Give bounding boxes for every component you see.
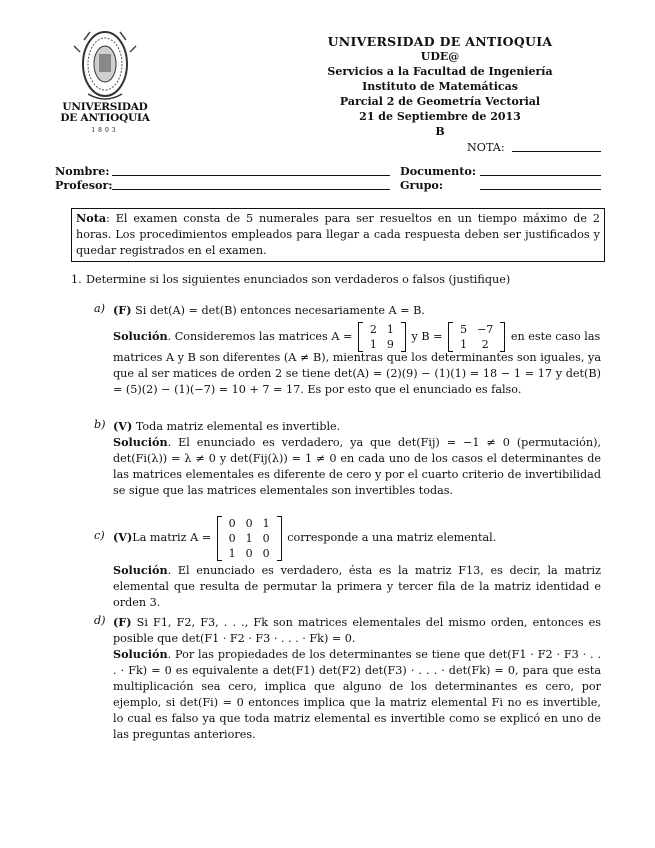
item-c-sol-label: Solución: [113, 563, 168, 577]
item-c-label: c): [94, 529, 105, 542]
item-d-solution: [113, 646, 601, 743]
item-d-sol-label: Solución: [113, 647, 168, 661]
header-date: 21 de Septiembre de 2013: [359, 110, 521, 123]
item-c-verdict: (V): [113, 530, 133, 544]
header-udea: UDE@: [420, 50, 460, 63]
logo-name2: DE ANTIOQUIA: [60, 112, 150, 124]
matrix-cell: 0: [245, 546, 253, 560]
item-a-sol-post: en este caso las: [510, 330, 601, 343]
documento-field[interactable]: [480, 175, 601, 176]
nota-label: NOTA:: [467, 141, 505, 154]
matrix-cell: 0: [245, 516, 253, 530]
matrix-a-cell: 1: [386, 323, 394, 336]
header-university: UNIVERSIDAD DE ANTIOQUIA: [327, 34, 553, 49]
documento-label: Documento:: [400, 164, 476, 178]
grupo-label: Grupo:: [400, 178, 443, 192]
item-c-pre: La matriz A =: [132, 531, 212, 544]
header-services: Servicios a la Facultad de Ingeniería: [327, 65, 553, 78]
header-institute: Instituto de Matemáticas: [362, 80, 518, 93]
matrix-cell: 1: [228, 546, 236, 560]
question-text: Determine si los siguientes enunciados son verdaderos o falsos (justifique): [86, 273, 511, 286]
item-b-text: Toda matriz elemental es invertible.: [132, 420, 341, 433]
item-a-statement: [113, 302, 601, 319]
item-a-text: Si det(A) = det(B) entonces necesariamente A = B.: [131, 304, 425, 317]
logo-name: UNIVERSIDAD: [62, 101, 148, 113]
item-c-sol-text: . El enunciado es verdadero, ésta es la matriz F13, es decir, la matriz elemental que resulta de permutar la primera y tercer fila de la matriz identidad e orden 3.: [113, 564, 601, 609]
matrix-b-cell: 1: [460, 338, 468, 351]
nota-line[interactable]: [512, 151, 601, 152]
matrix-a-cell: 1: [369, 338, 377, 351]
nombre-field[interactable]: [112, 175, 390, 176]
item-c-solution: [113, 562, 601, 611]
nombre-label: Nombre:: [55, 164, 110, 178]
item-d-statement: [113, 614, 601, 647]
item-b-solution: [113, 434, 601, 499]
matrix-cell: 1: [245, 531, 253, 545]
logo-text: [58, 102, 152, 136]
item-a-sol-pre: . Consideremos las matrices A =: [167, 330, 353, 343]
exam-header: [260, 34, 620, 139]
matrix-a: [358, 322, 406, 352]
item-d-verdict: (F): [113, 615, 132, 629]
item-a-sol-mid: y B =: [411, 330, 443, 343]
item-a-sol-label: Solución: [113, 329, 168, 343]
item-c-post: corresponde a una matriz elemental.: [287, 531, 497, 544]
header-exam: Parcial 2 de Geometría Vectorial: [339, 95, 541, 108]
matrix-elemental: [217, 516, 282, 561]
matrix-cell: 0: [262, 531, 270, 545]
matrix-b-cell: 5: [460, 323, 468, 336]
profesor-field[interactable]: [112, 189, 390, 190]
question-number: 1.: [71, 273, 82, 286]
item-b-label: b): [94, 418, 106, 431]
item-d-text: Si F1, F2, F3, . . ., Fk son matrices elementales del mismo orden, entonces es posible que det(F1 · F2 · F3 · . . . · Fk) = 0.: [113, 616, 601, 645]
item-d-sol-text: . Por las propiedades de los determinantes se tiene que det(F1 · F2 · F3 · . . . · Fk) = 0 es equivalente a det(F1) det(F2) det(F3) · . . . · det(Fk) = 0, para que esta multiplicación sea cero, implica que alguno de los determinantes es cero, por ejemplo, si det(Fi) = 0 entonces implica que la matriz elemental Fi no es invertible, lo cual es falso ya que toda matriz elemental es invertible como se explicó en uno de las preguntas anteriores.: [113, 648, 601, 741]
matrix-b-cell: 2: [481, 338, 489, 351]
matrix-cell: 0: [228, 516, 236, 530]
matrix-b: [448, 322, 505, 352]
matrix-a-cell: 9: [386, 338, 394, 351]
matrix-cell: 0: [228, 531, 236, 545]
item-b-verdict: (V): [113, 419, 133, 433]
note-label: Nota: [76, 211, 107, 225]
item-b-sol-label: Solución: [113, 435, 168, 449]
item-a-verdict: (F): [113, 303, 132, 317]
item-a-label: a): [94, 302, 106, 315]
grupo-field[interactable]: [480, 189, 601, 190]
matrix-a-cell: 2: [369, 323, 377, 336]
note-text: : El examen consta de 5 numerales para ser resueltos en un tiempo máximo de 2 horas. Los procedimientos empleados para llegar a cada respuesta deben ser justificados y quedar registrados en el examen.: [76, 212, 600, 257]
item-b-sol-text: . El enunciado es verdadero, ya que det(Fij) = −1 ≠ 0 (permutación), det(Fi(λ)) = λ ≠ 0 y det(Fij(λ)) = 1 ≠ 0 en cada uno de los casos el determinantes de las matrices elementales es diferente de cero y por el cuarto criterio de invertibilidad se sigue que las matrices elementales son invertibles todas.: [113, 436, 601, 497]
header-version: B: [435, 125, 445, 138]
item-c-statement: [113, 510, 601, 565]
item-b-statement: [113, 418, 601, 435]
matrix-cell: 0: [262, 546, 270, 560]
matrix-b-cell: −7: [477, 323, 494, 336]
item-a-solution-rest: matrices A y B son diferentes (A ≠ B), mientras que los determinantes son iguales, ya que al ser matices de orden 2 se tiene det(A) = (2)(9) − (1)(1) = 18 − 1 = 17 y det(B) = (5)(2) − (1)(−7) = 10 + 7 = 17. Es por esto que el enunciado es falso.: [113, 351, 601, 396]
profesor-label: Profesor:: [55, 178, 113, 192]
logo-year: 1803: [91, 127, 119, 134]
instructions-box: [71, 208, 605, 262]
matrix-cell: 1: [262, 516, 270, 530]
item-d-label: d): [94, 614, 106, 627]
